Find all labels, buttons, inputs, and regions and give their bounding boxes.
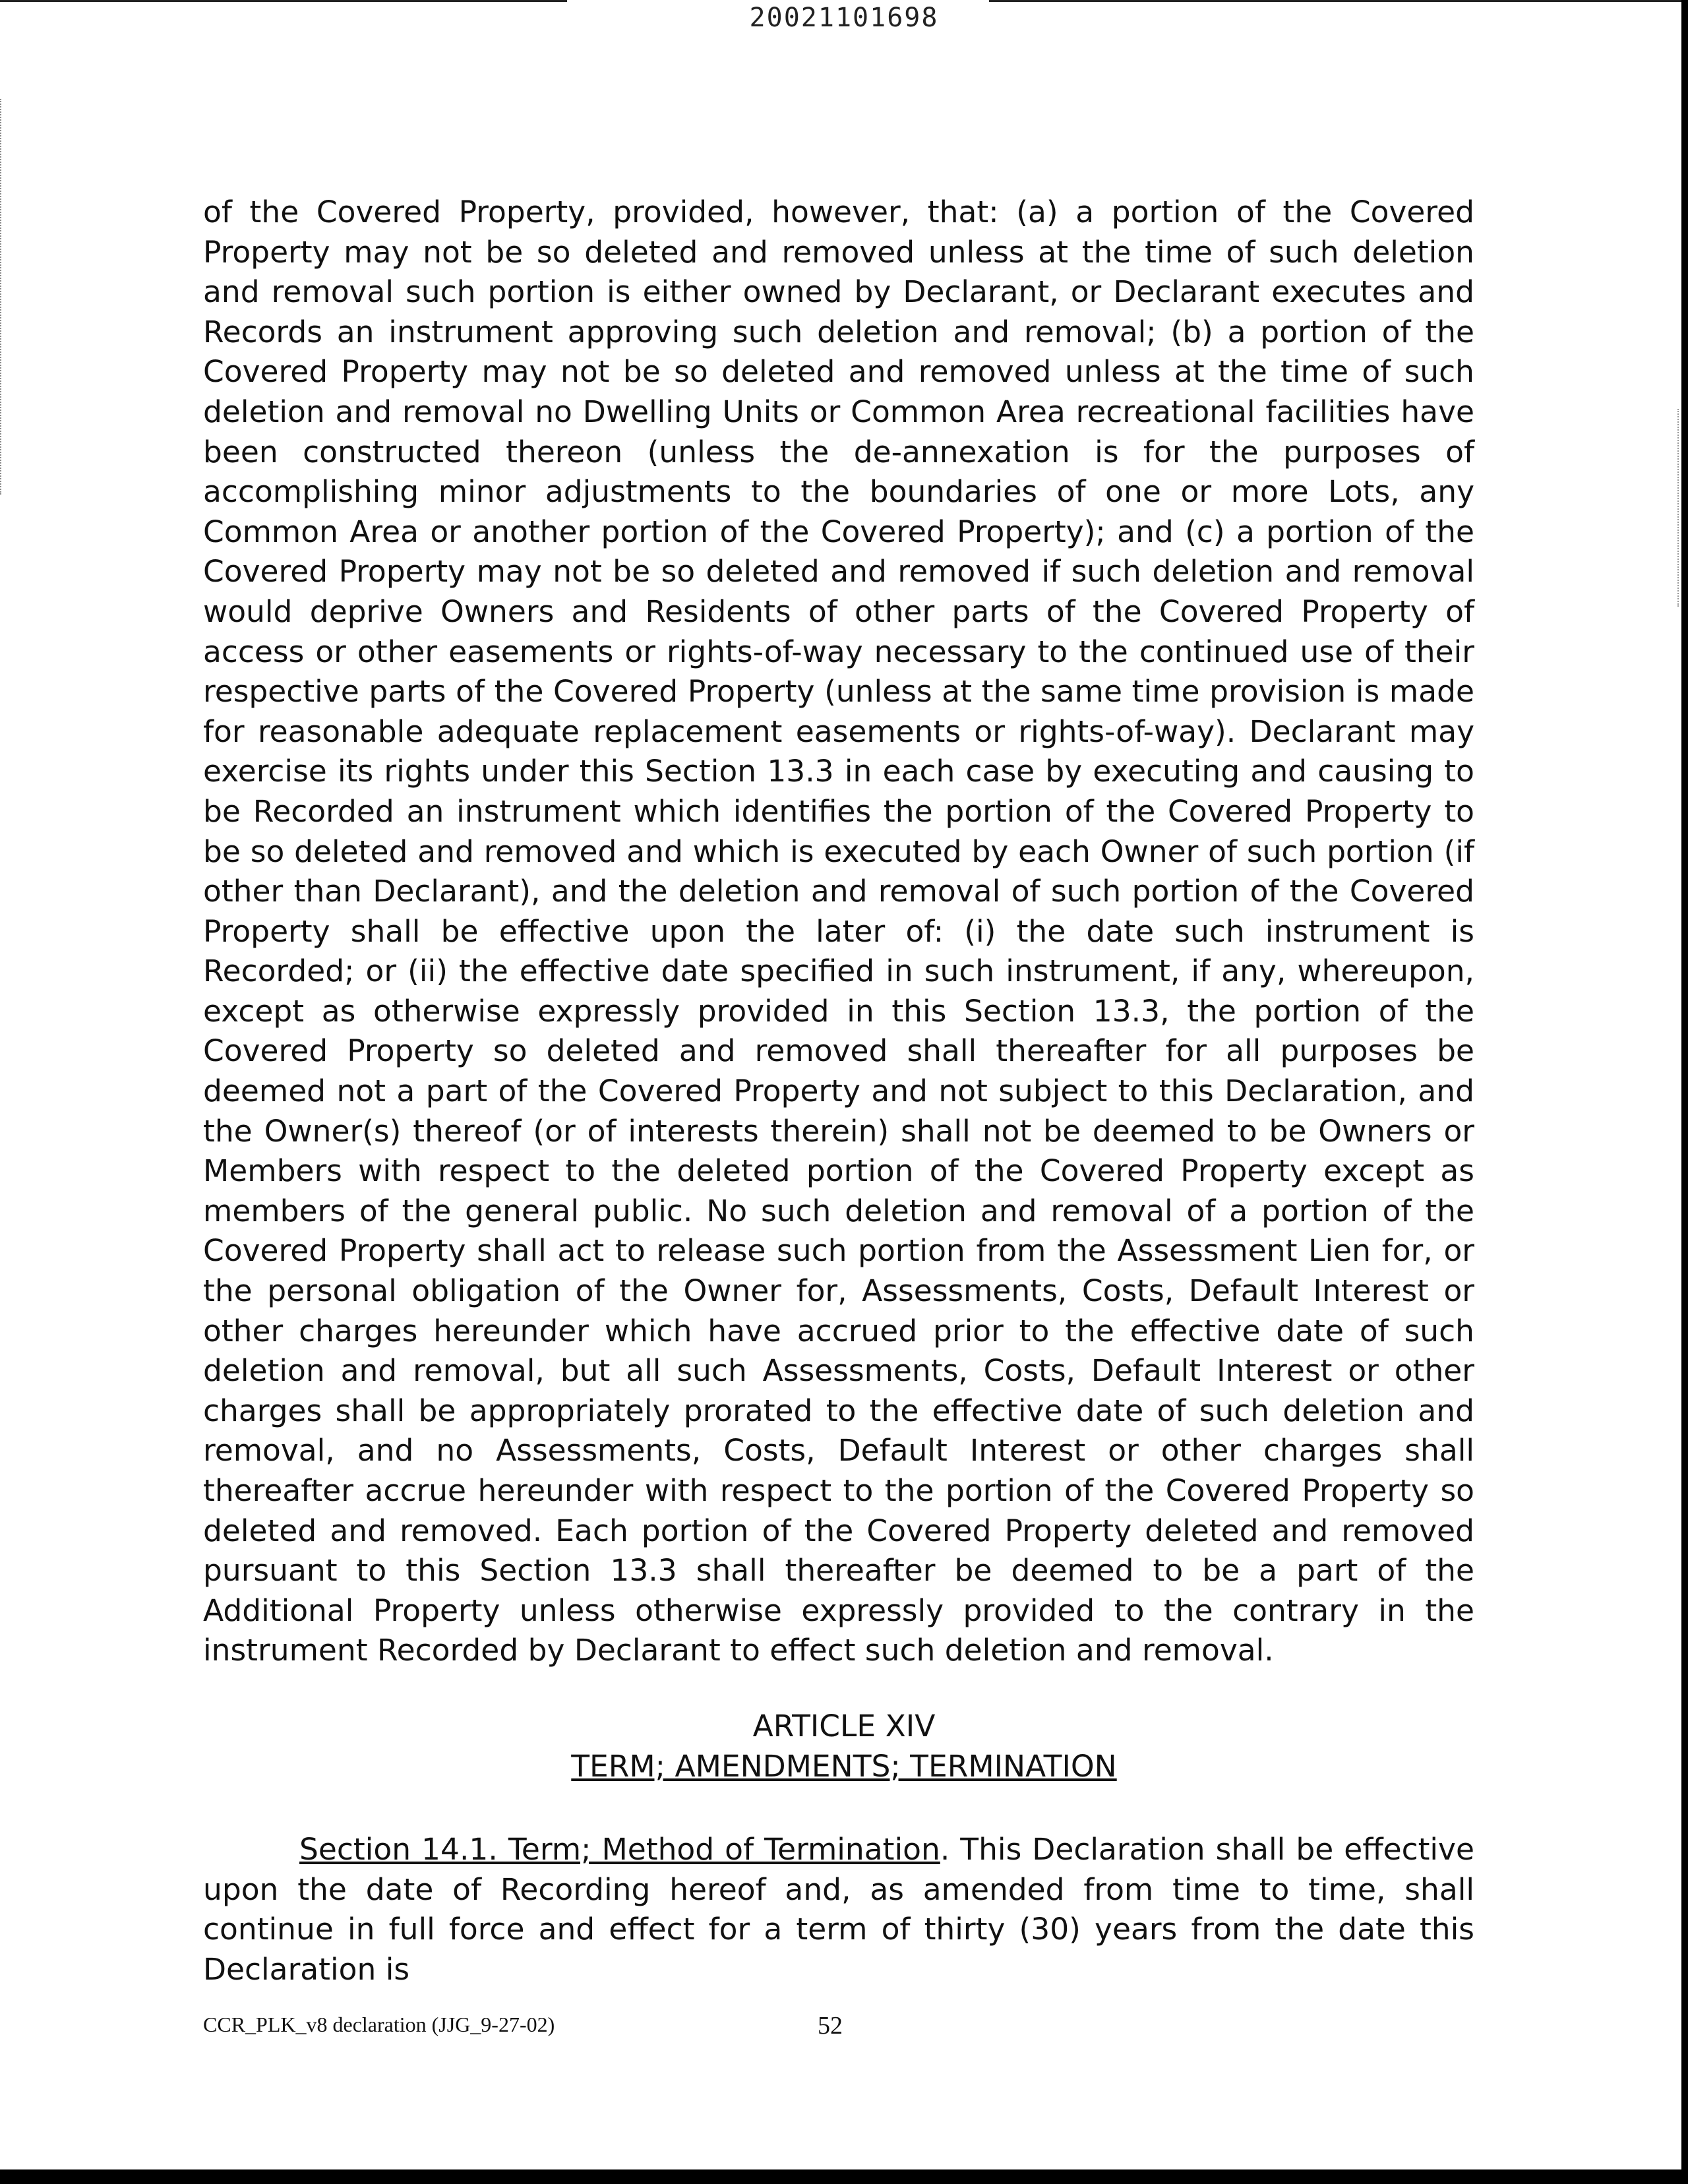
section-14-1 xyxy=(203,1830,1474,1989)
document-number: 20021101698 xyxy=(749,3,939,33)
section-body: This Declaration shall be effective upon the date of Recording hereof and, as amended from time to time, shall continue in full force and effect for a term of thirty (30) years from the date this Declaration is xyxy=(203,1832,1474,1987)
left-scan-marks xyxy=(0,99,3,495)
article-heading xyxy=(0,1707,1688,1786)
page-number: 52 xyxy=(818,2012,843,2040)
top-rule-right xyxy=(989,0,1688,2)
right-scan-border xyxy=(1681,0,1688,2184)
article-number: ARTICLE XIV xyxy=(752,1709,936,1744)
section-heading-punct: . xyxy=(940,1832,950,1867)
right-scan-marks xyxy=(1676,409,1679,607)
section-heading: Section 14.1. Term; Method of Termination xyxy=(299,1832,940,1867)
bottom-scan-border xyxy=(0,2169,1688,2184)
paragraph-continuation: of the Covered Property, provided, however, that: (a) a portion of the Covered Property may not be so deleted and removed unless at the time of such deletion and removal such portion is either owned by Declarant, or Declarant executes and Records an instrument approving such deletion and removal; (b) a portion of the Covered Property may not be so deleted and removed unless at the time of such deletion and removal no Dwelling Units or Common Area recreational facilities have been constructed thereon (unless the de-annexation is for the purposes of accomplishing minor adjustments to the boundaries of one or more Lots, any Common Area or another portion of the Covered Property); and (c) a portion of the Covered Property may not be so deleted and removed if such deletion and removal would deprive Owners and Residents of other parts of the Covered Property of access or other easements or rights-of-way necessary to the continued use of their respective parts of the Covered Property (unless at the same time provision is made for reasonable adequate replacement easements or rights-of-way). Declarant may exercise its rights under this Section 13.3 in each case by executing and causing to be Recorded an instrument which identifies the portion of the Covered Property to be so deleted and removed and which is executed by each Owner of such portion (if other than Declarant), and the deletion and removal of such portion of the Covered Property shall be effective upon the later of: (i) the date such instrument is Recorded; or (ii) the effective date specified in such instrument, if any, whereupon, except as otherwise expressly provided in this Section 13.3, the portion of the Covered Property so deleted and removed shall thereafter for all purposes be deemed not a part of the Covered Property and not subject to this Declaration, and the Owner(s) thereof (or of interests therein) shall not be deemed to be Owners or Members with respect to the deleted portion of the Covered Property except as members of the general public. No such deletion and removal of a portion of the Covered Property shall act to release such portion from the Assessment Lien for, or the personal obligation of the Owner for, Assessments, Costs, Default Interest or other charges hereunder which have accrued prior to the effective date of such deletion and removal, but all such Assessments, Costs, Default Interest or other charges shall be appropriately prorated to the effective date of such deletion and removal, and no Assessments, Costs, Default Interest or other charges shall thereafter accrue hereunder with respect to the portion of the Covered Property so deleted and removed. Each portion of the Covered Property deleted and removed pursuant to this Section 13.3 shall thereafter be deemed to be a part of the Additional Property unless otherwise expressly provided to the contrary in the instrument Recorded by Declarant to effect such deletion and removal. xyxy=(203,195,1474,1668)
top-rule-left xyxy=(0,0,567,2)
footer-document-id: CCR_PLK_v8 declaration (JJG_9-27-02) xyxy=(203,2013,555,2036)
article-title: TERM; AMENDMENTS; TERMINATION xyxy=(571,1748,1117,1784)
